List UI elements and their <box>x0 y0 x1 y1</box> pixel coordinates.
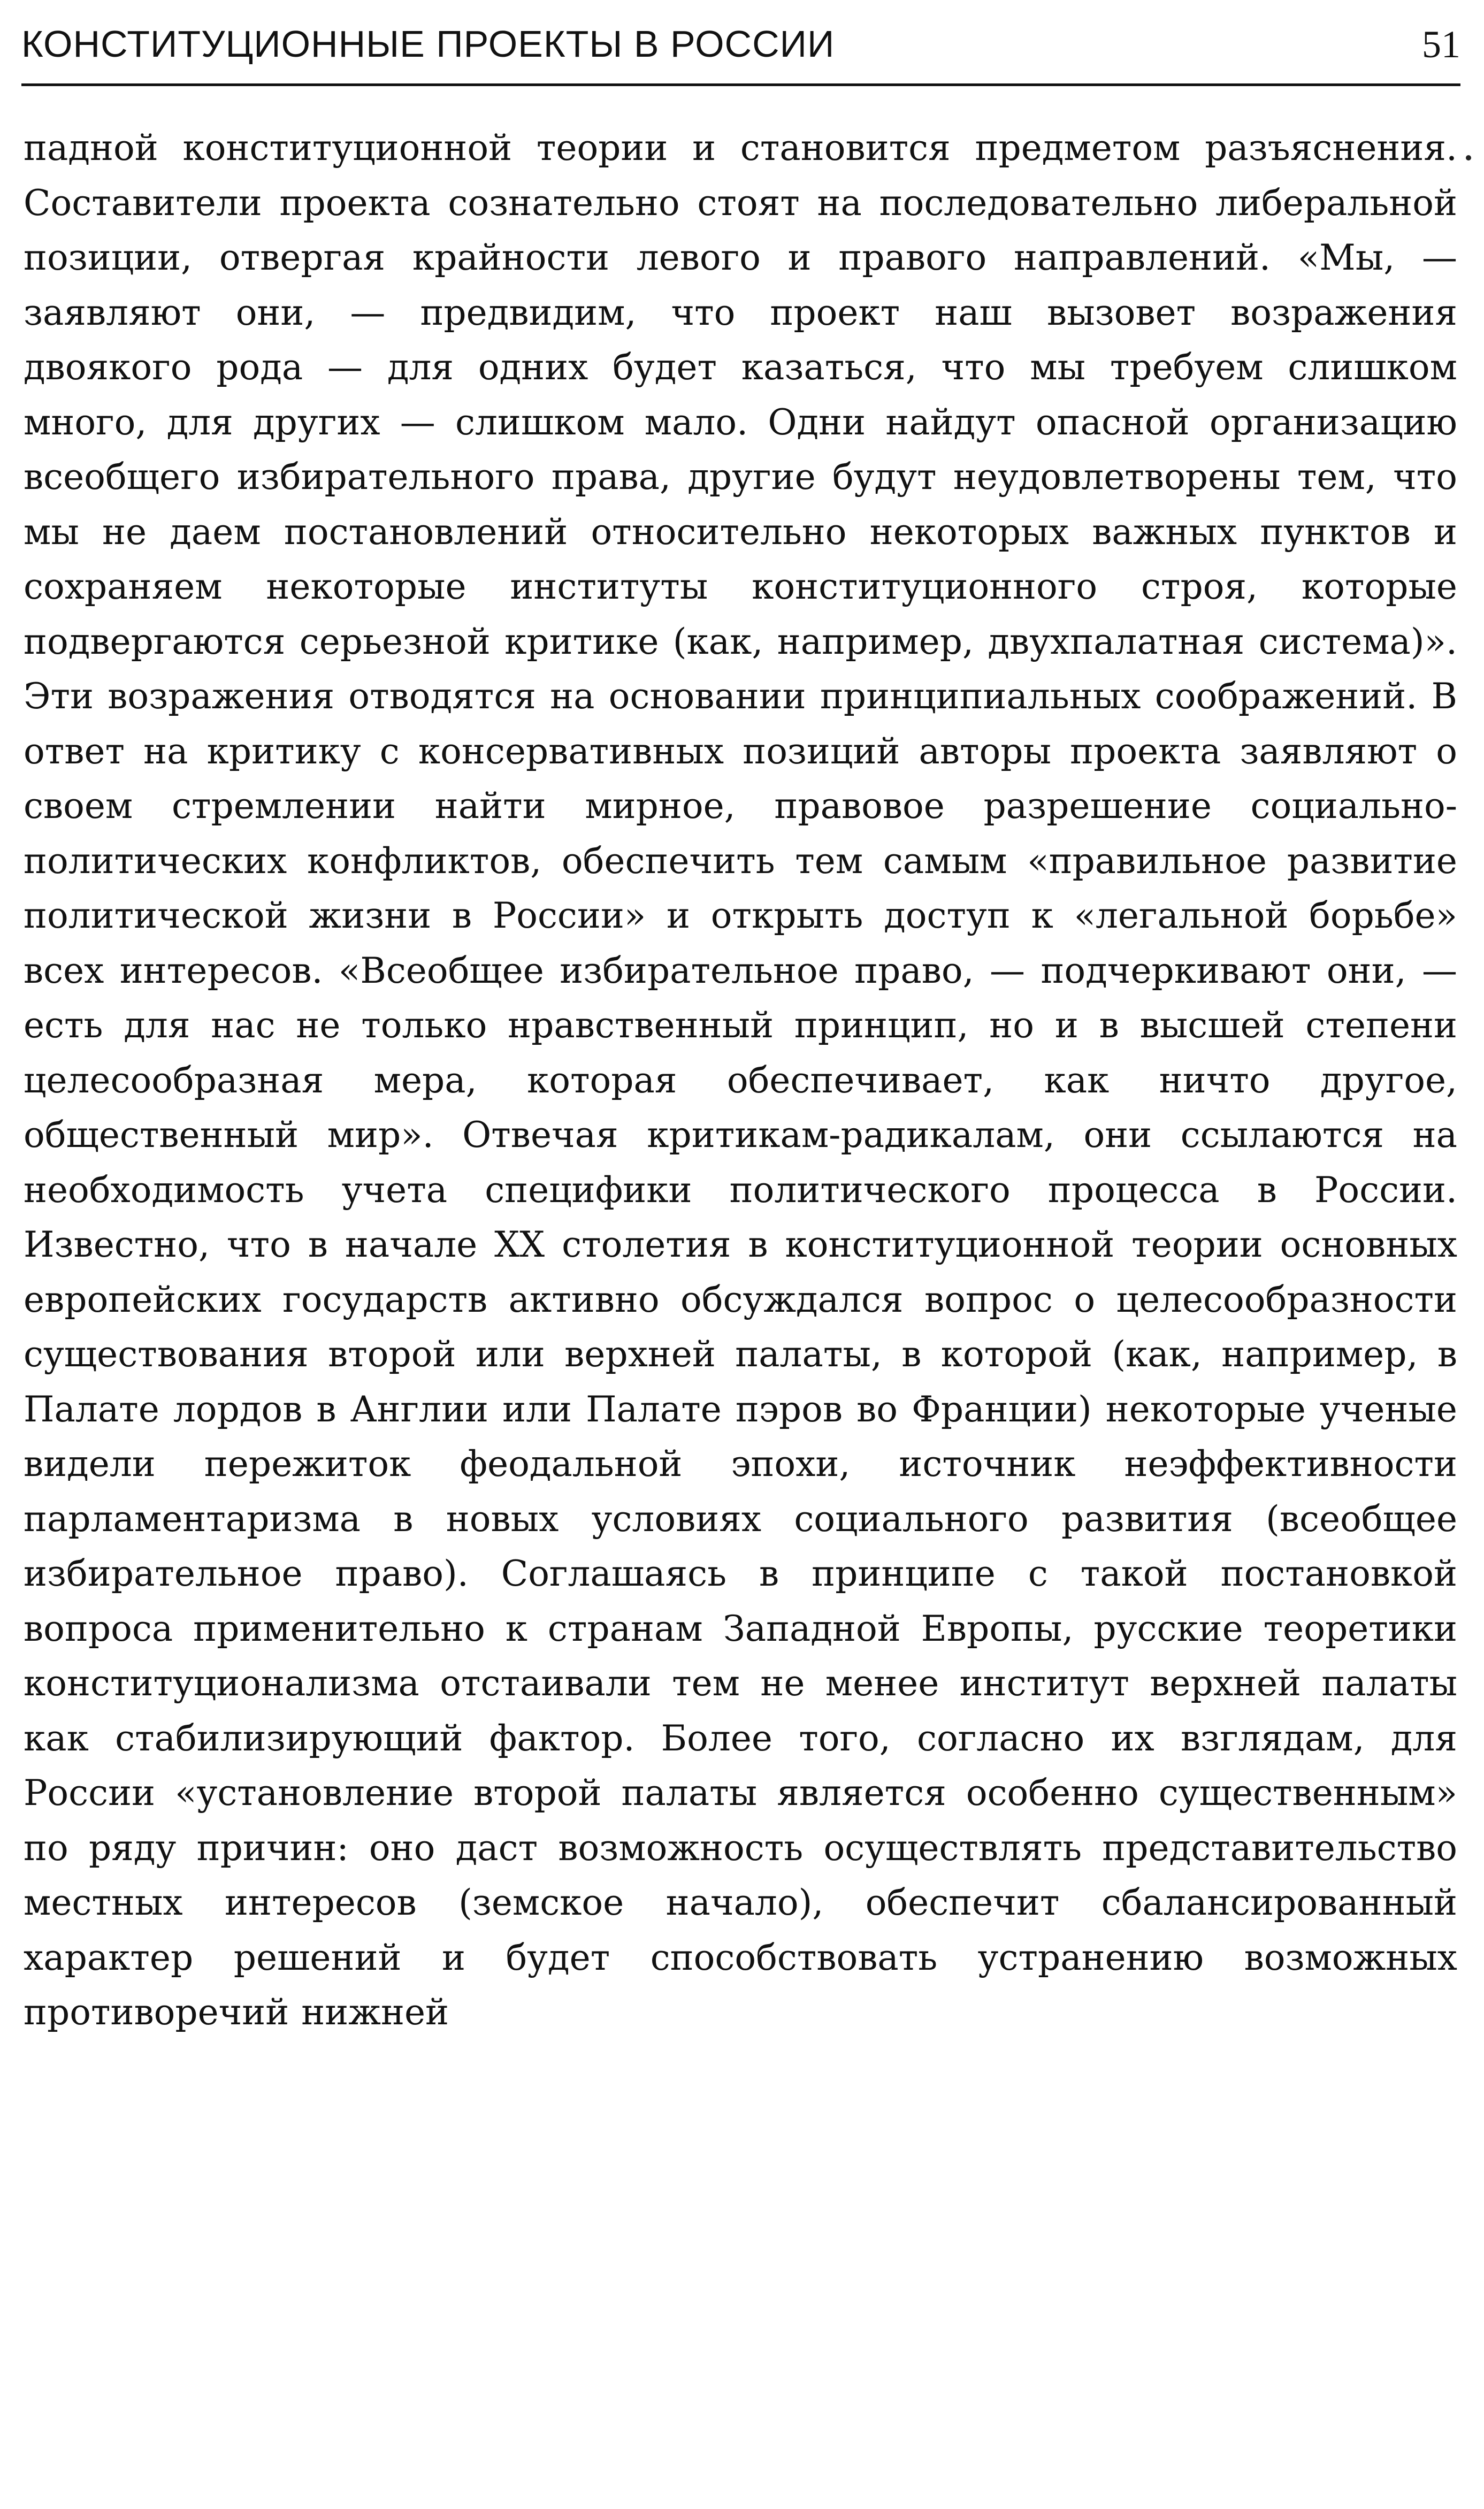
page-header <box>21 16 1460 80</box>
header-rule <box>21 83 1460 86</box>
stray-ink-dot <box>1466 155 1471 160</box>
running-title: КОНСТИТУЦИОННЫЕ ПРОЕКТЫ В РОССИИ <box>21 23 835 65</box>
page-number: 51 <box>1422 23 1460 66</box>
body-paragraph: падной конституционной теории и становится предметом разъяснения. Составители проекта сознательно стоят на последовательно либеральной позиции, отвергая крайности левого и правого направлений. «Мы, — заявляют они, — предвидим, что проект наш вызовет возражения двоякого рода — для одних будет казаться, что мы требуем слишком много, для других — слишком мало. Одни найдут опасной организацию всеобщего избирательного права, другие будут неудовлетворены тем, что мы не даем постановлений относительно некоторых важных пунктов и сохраняем некоторые институты конституционного строя, которые подвергаются серьезной критике (как, например, двухпалатная система)». Эти возражения отводятся на основании принципиальных соображений. В ответ на критику с консервативных позиций авторы проекта заявляют о своем стремлении найти мирное, правовое разрешение социально-политических конфликтов, обеспечить тем самым «правильное развитие политической жизни в России» и открыть доступ к «легальной борьбе» всех интересов. «Всеобщее избирательное право, — подчеркивают они, — есть для нас не только нравственный принцип, но и в высшей степени целесообразная мера, которая обеспечивает, как ничто другое, общественный мир». Отвечая критикам-радикалам, они ссылаются на необходимость учета специфики политического процесса в России. Известно, что в начале XX столетия в конституционной теории основных европейских государств активно обсуждался вопрос о целесообразности существования второй или верхней палаты, в которой (как, например, в Палате лордов в Англии или Палате пэров во Франции) некоторые ученые видели пережиток феодальной эпохи, источник неэффективности парламентаризма в новых условиях социального развития (всеобщее избирательное право). Соглашаясь в принципе с такой постановкой вопроса применительно к странам Западной Европы, русские теоретики конституционализма отстаивали тем не менее институт верхней палаты как стабилизирующий фактор. Более того, согласно их взглядам, для России «установление второй палаты является особенно существенным» по ряду причин: оно даст возможность осуществлять представительство местных интересов (земское начало), обеспечит сбалансированный характер решений и будет способствовать устранению возможных противоречий нижней <box>24 127 1457 2033</box>
